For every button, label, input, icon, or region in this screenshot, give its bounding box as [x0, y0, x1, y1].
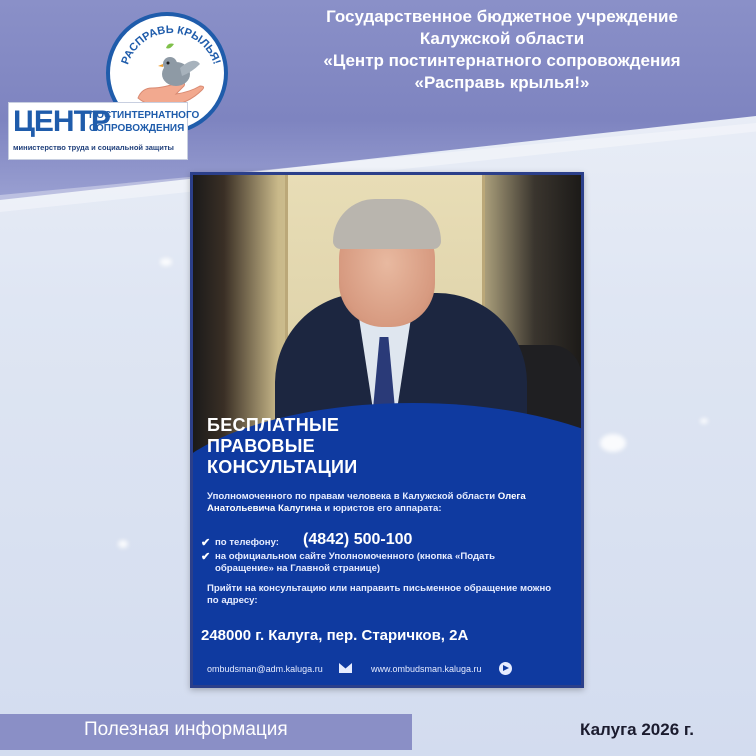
website-instructions: на официальном сайте Уполномоченного (кнопка «Подать обращение» на Главной странице) [215, 551, 495, 574]
headline-line: ПРАВОВЫЕ [207, 436, 315, 456]
check-icon: ✔ [201, 551, 211, 563]
email-link[interactable]: ombudsman@adm.kaluga.ru [207, 664, 323, 674]
poster-text [193, 175, 581, 685]
office-address: 248000 г. Калуга, пер. Старичков, 2А [201, 627, 469, 644]
intro-text-before: Уполномоченного по правам человека в Калужской области [207, 491, 498, 502]
intro-text-after: и юристов его аппарата: [321, 502, 442, 514]
logo-small-line: ПОСТИНТЕРНАТНОГО [89, 110, 200, 121]
logo-arc-text: РАСПРАВЬ КРЫЛЬЯ! [119, 23, 223, 67]
logo-small-text [89, 109, 200, 135]
poster-headline [207, 415, 358, 478]
intro-name: Олега Анатольевича Калугина [207, 491, 526, 514]
bokeh-light [700, 418, 708, 424]
footer-section-bar [0, 714, 412, 750]
logo-small-line: СОПРОВОЖДЕНИЯ [89, 123, 185, 134]
org-title-line: Калужской области [419, 29, 585, 48]
logo-big-word: ЦЕНТР [13, 105, 110, 138]
headline-line: КОНСУЛЬТАЦИИ [207, 457, 358, 477]
phone-label: по телефону: [215, 537, 279, 548]
footer-place-year: Калуга 2026 г. [580, 720, 694, 739]
org-title-line: «Расправь крылья!» [414, 73, 590, 92]
mail-icon [339, 663, 352, 673]
org-title-line: «Центр постинтернатного сопровождения [323, 51, 681, 70]
visit-instructions: Прийти на консультацию или направить письменное обращение можно по адресу: [207, 583, 552, 606]
center-logo [4, 6, 254, 158]
play-arrow-icon [499, 662, 512, 675]
bokeh-light [600, 434, 626, 452]
check-icon: ✔ [201, 537, 211, 549]
bokeh-light [160, 258, 172, 266]
org-title-line: Государственное бюджетное учреждение [326, 7, 678, 26]
poster-intro [207, 491, 567, 514]
logo-wordmark [8, 102, 200, 160]
headline-line: БЕСПЛАТНЫЕ [207, 415, 340, 435]
bokeh-light [118, 540, 128, 548]
phone-number[interactable]: (4842) 500-100 [303, 531, 413, 548]
footer-section-label: Полезная информация [84, 719, 288, 740]
consultation-poster [190, 172, 584, 688]
website-link[interactable]: www.ombudsman.kaluga.ru [371, 664, 482, 674]
organization-title [262, 6, 742, 94]
logo-ministry: министерство труда и социальной защиты [13, 143, 174, 152]
